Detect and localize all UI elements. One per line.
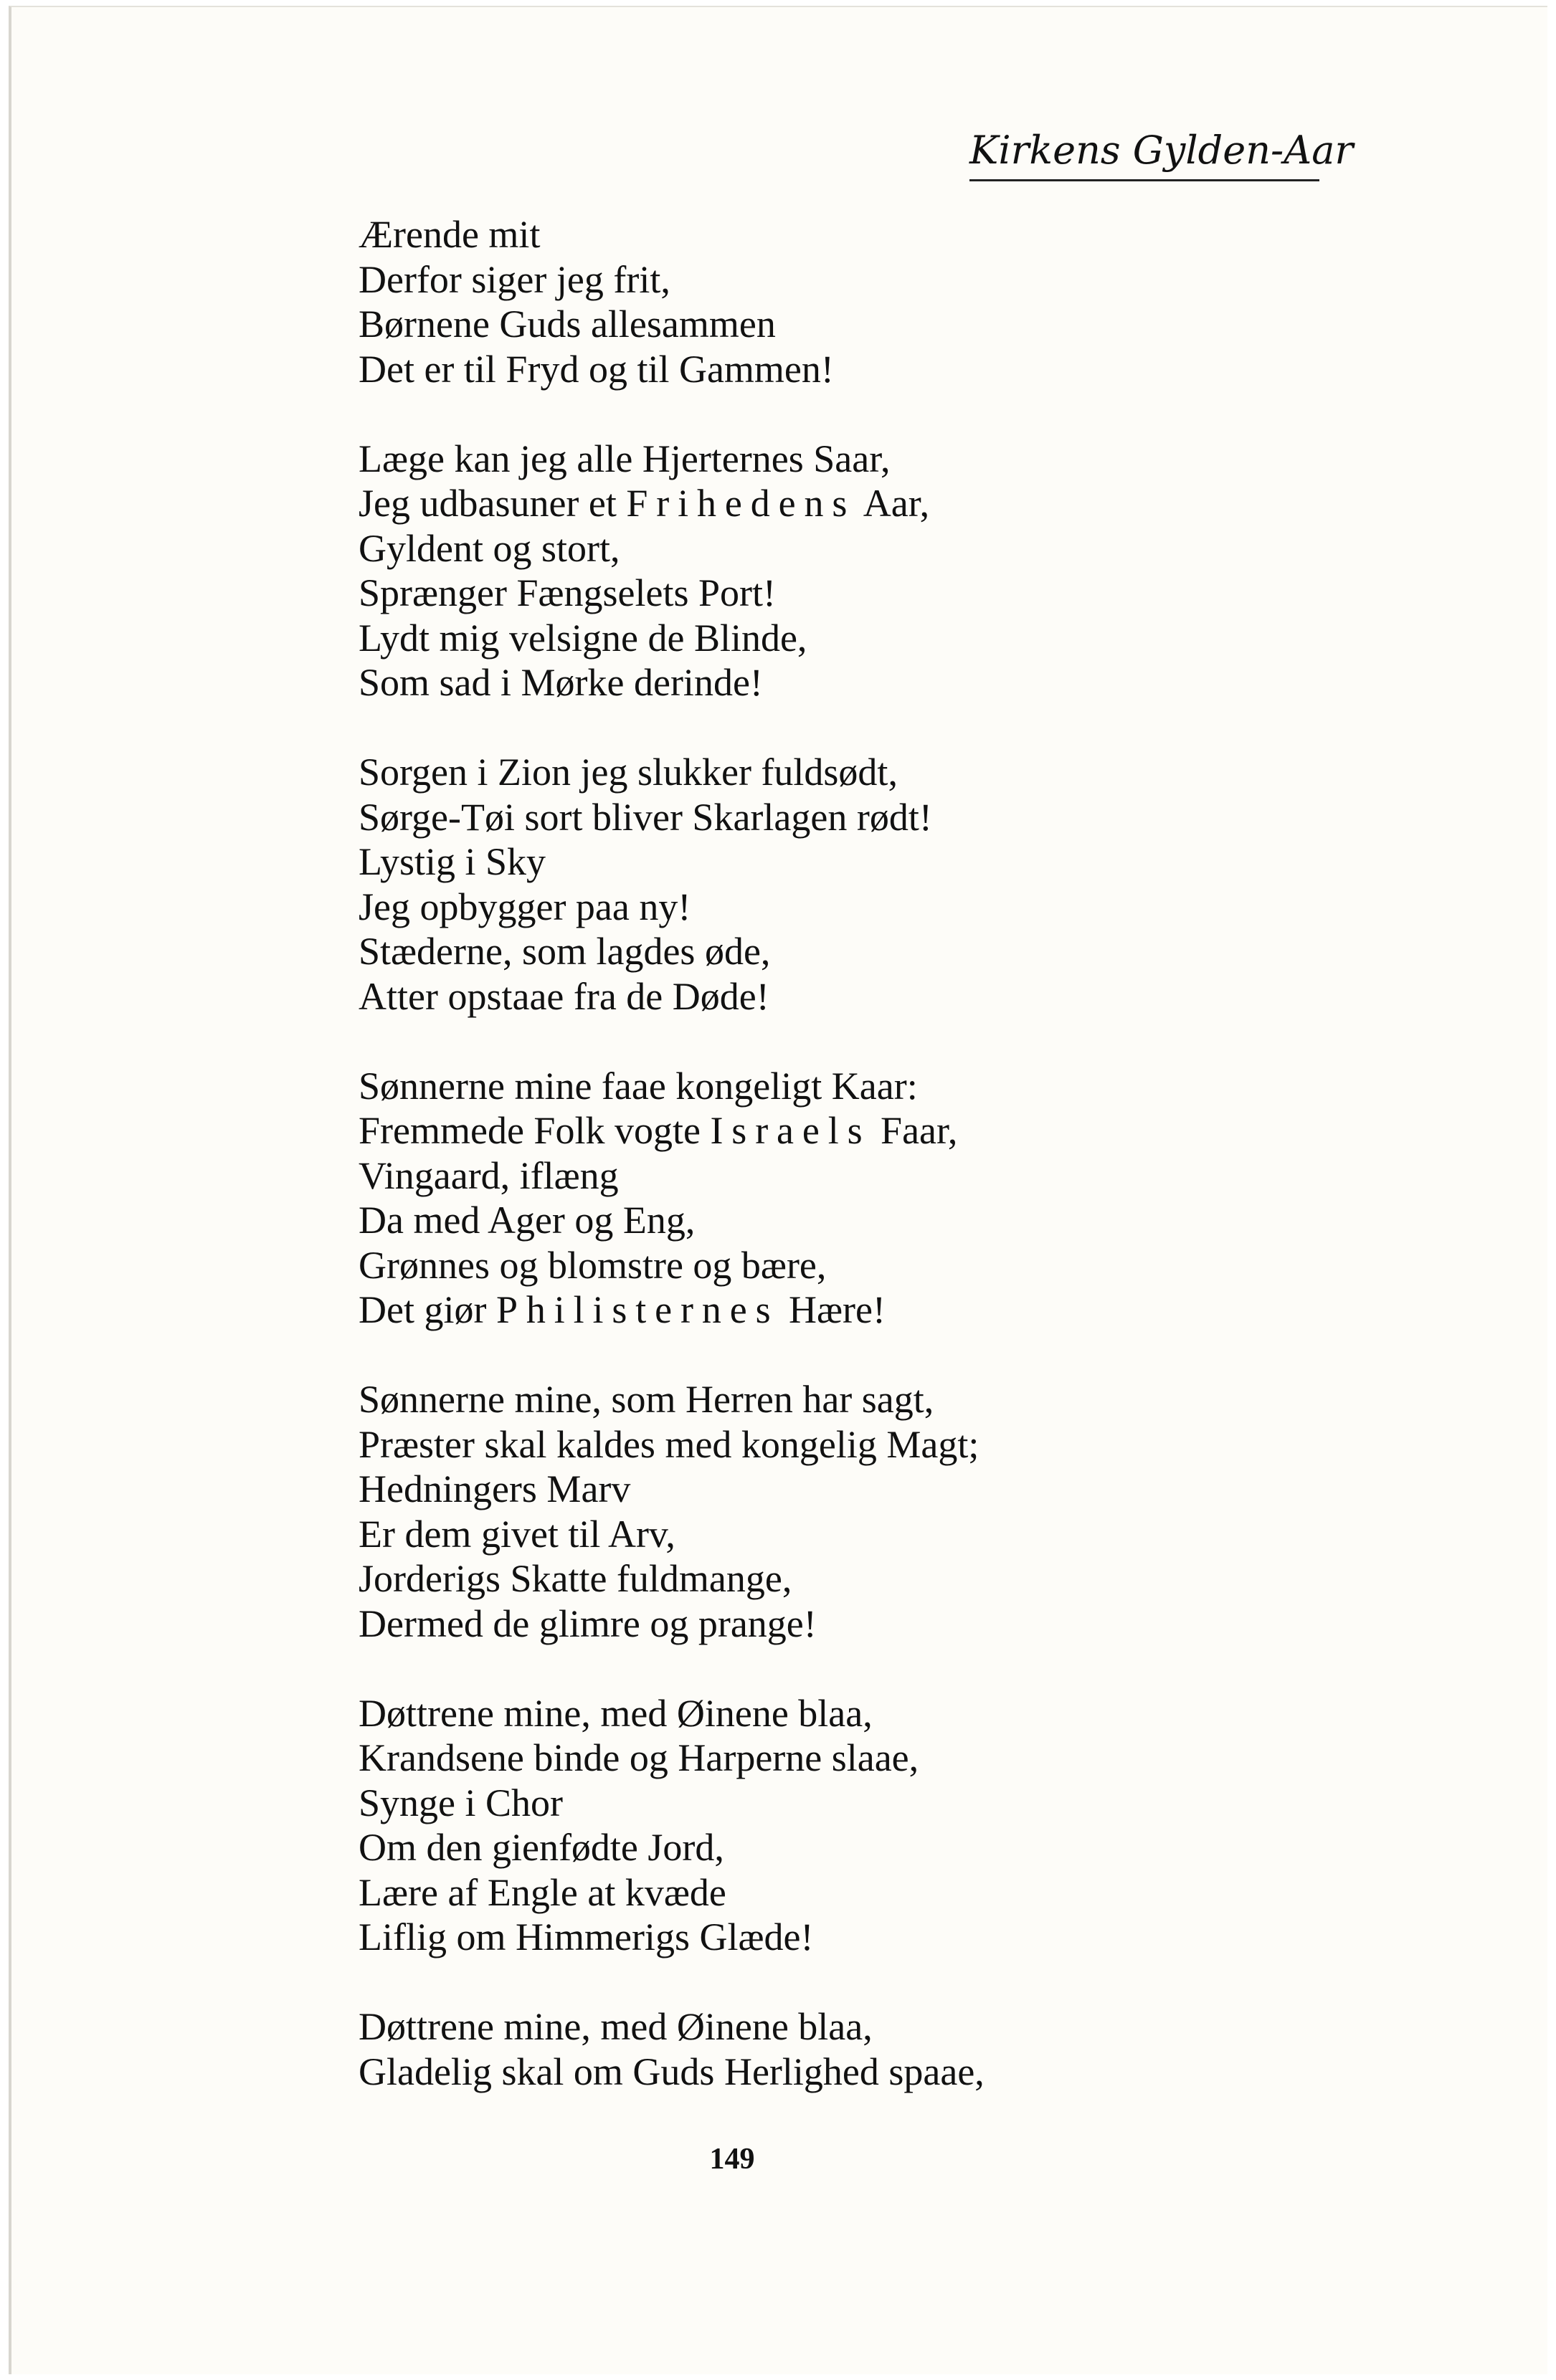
header-rule bbox=[969, 179, 1319, 181]
stanza bbox=[359, 750, 1506, 1019]
poem-line: Læge kan jeg alle Hjerternes Saar, bbox=[359, 437, 891, 480]
poem-text bbox=[359, 212, 1506, 2139]
line-text: Det giør bbox=[359, 1288, 496, 1331]
line-text: Aar, bbox=[855, 482, 930, 525]
poem-line: Atter opstaae fra de Døde! bbox=[359, 974, 769, 1018]
letterspaced-name: Frihedens bbox=[626, 482, 856, 525]
poem-line bbox=[359, 1287, 1506, 1333]
line-text: Hære! bbox=[779, 1288, 886, 1331]
poem-line: Grønnes og blomstre og bære, bbox=[359, 1243, 827, 1287]
stanza bbox=[359, 1377, 1506, 1646]
poem-line: Da med Ager og Eng, bbox=[359, 1199, 696, 1242]
poem-line bbox=[359, 481, 1506, 526]
poem-line: Lystig i Sky bbox=[359, 840, 546, 883]
line-text: Fremmede Folk vogte bbox=[359, 1109, 711, 1152]
stanza bbox=[359, 1064, 1506, 1333]
poem-line: Lydt mig velsigne de Blinde, bbox=[359, 616, 807, 660]
poem-line: Gladelig skal om Guds Herlighed spaae, bbox=[359, 2050, 985, 2093]
poem-line: Jeg opbygger paa ny! bbox=[359, 885, 691, 928]
poem-line: Sorgen i Zion jeg slukker fuldsødt, bbox=[359, 751, 898, 794]
letterspaced-name: Israels bbox=[710, 1109, 871, 1152]
poem-line: Derfor siger jeg frit, bbox=[359, 257, 670, 301]
poem-line: Synge i Chor bbox=[359, 1781, 564, 1824]
letterspaced-name: Philisternes bbox=[495, 1288, 779, 1331]
poem-line: Liflig om Himmerigs Glæde! bbox=[359, 1915, 814, 1958]
poem-line: Er dem givet til Arv, bbox=[359, 1512, 675, 1556]
stanza bbox=[359, 1691, 1506, 1960]
book-page bbox=[9, 6, 1547, 2374]
poem-line: Vingaard, iflæng bbox=[359, 1153, 619, 1197]
poem-line: Krandsene binde og Harperne slaae, bbox=[359, 1736, 919, 1779]
poem-line: Hedningers Marv bbox=[359, 1467, 631, 1510]
poem-line: Jorderigs Skatte fuldmange, bbox=[359, 1557, 792, 1600]
poem-line: Børnene Guds allesammen bbox=[359, 303, 776, 346]
poem-line: Ærende mit bbox=[359, 213, 541, 256]
poem-line: Sønnerne mine faae kongeligt Kaar: bbox=[359, 1064, 918, 1108]
line-text: Faar, bbox=[870, 1109, 958, 1152]
poem-line: Sørge-Tøi sort bliver Skarlagen rødt! bbox=[359, 795, 932, 839]
poem-line: Om den gienfødte Jord, bbox=[359, 1826, 724, 1869]
poem-line: Sprænger Fængselets Port! bbox=[359, 571, 777, 614]
poem-line: Sønnerne mine, som Herren har sagt, bbox=[359, 1378, 934, 1421]
poem-line: Gyldent og stort, bbox=[359, 526, 620, 570]
poem-line: Som sad i Mørke derinde! bbox=[359, 661, 763, 704]
running-header: Kirkens Gylden-Aar bbox=[969, 128, 1354, 173]
poem-line: Præster skal kaldes med kongelig Magt; bbox=[359, 1422, 979, 1466]
poem-line: Lære af Engle at kvæde bbox=[359, 1870, 726, 1914]
poem-line: Det er til Fryd og til Gammen! bbox=[359, 347, 834, 391]
poem-line: Stæderne, som lagdes øde, bbox=[359, 930, 771, 973]
poem-line: Døttrene mine, med Øinene blaa, bbox=[359, 1691, 873, 1735]
poem-line: Døttrene mine, med Øinene blaa, bbox=[359, 2005, 873, 2048]
stanza bbox=[359, 2004, 1506, 2094]
stanza bbox=[359, 437, 1506, 705]
poem-line: Dermed de glimre og prange! bbox=[359, 1601, 817, 1645]
poem-line bbox=[359, 1108, 1506, 1153]
line-text: Jeg udbasuner et bbox=[359, 482, 627, 525]
stanza bbox=[359, 212, 1506, 391]
page-number: 149 bbox=[709, 2143, 755, 2176]
